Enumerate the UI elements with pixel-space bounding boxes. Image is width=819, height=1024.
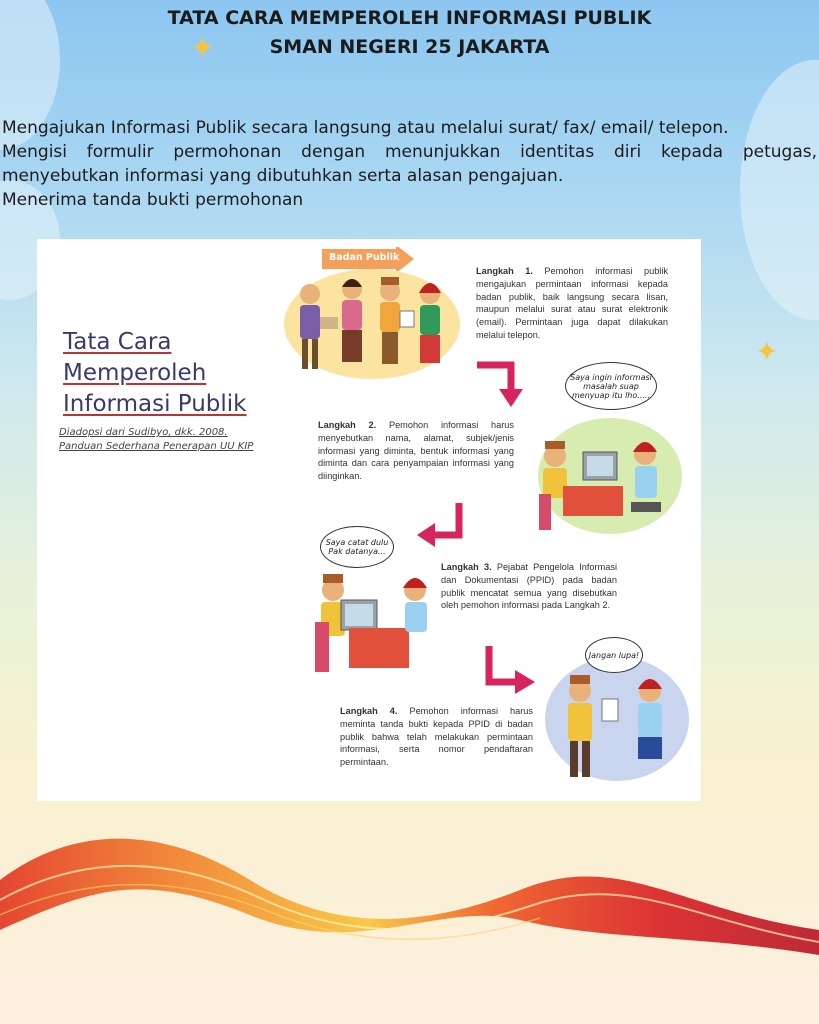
page-title: TATA CARA MEMPEROLEH INFORMASI PUBLIK xyxy=(167,7,652,29)
arrow-step2-to-3 xyxy=(415,501,467,549)
step3-illustration xyxy=(305,562,455,692)
step-3-text: Langkah 3. Pejabat Pengelola Informasi dan Dokumentasi (PPID) pada badan publik mencatat semua yang disebutkan oleh pemohon informasi pada Langkah 2. xyxy=(441,562,617,611)
sparkle-icon: ✦ xyxy=(755,335,779,368)
arrow-step3-to-4 xyxy=(485,644,537,694)
infographic-card xyxy=(37,239,701,801)
people-group-illustration xyxy=(282,259,462,384)
speech-bubble-2: Saya catat dulu Pak datanya... xyxy=(320,526,394,568)
sparkle-icon: ✦ xyxy=(190,31,216,66)
decorative-wave xyxy=(0,820,819,970)
step-2-text: Langkah 2. Pemohon informasi harus menyebutkan nama, alamat, subjek/jenis informasi yang diminta, bentuk informasi yang diminta dan cara penyampaian informasi yang diinginkan. xyxy=(318,420,514,482)
step2-illustration xyxy=(525,414,685,544)
arrow-step1-to-2 xyxy=(475,357,525,409)
intro-line-1: Mengajukan Informasi Publik secara langsung atau melalui surat/ fax/ email/ telepon. xyxy=(2,118,729,138)
speech-bubble-3: Jangan lupa! xyxy=(585,637,643,673)
step-4-text: Langkah 4. Pemohon informasi harus meminta tanda bukti kepada PPID di badan publik bahwa telah melakukan permintaan informasi, serta nomor pendaftaran permintaan. xyxy=(340,706,533,768)
step-1-text: Langkah 1. Pemohon informasi publik mengajukan permintaan informasi kepada badan publik, baik langsung secara lisan, maupun melalui surat atau surat elektronik (email). Permintaan juga dapat dilakukan melalui telepon. xyxy=(476,266,668,340)
badge-label: Badan Publik xyxy=(329,252,400,263)
page-subtitle: SMAN NEGERI 25 JAKARTA xyxy=(269,36,550,58)
intro-line-2: Mengisi formulir permohonan dengan menunjukkan identitas diri kepada petugas, menyebutkan informasi yang dibutuhkan serta alasan pengajuan. xyxy=(2,142,817,186)
card-title: Tata Cara Memperoleh Informasi Publik xyxy=(63,329,247,417)
intro-line-3: Menerima tanda bukti permohonan xyxy=(2,190,304,210)
speech-bubble-1: Saya ingin informasi masalah suap menyuap itu lho..... xyxy=(565,362,657,410)
card-source: Diadopsi dari Sudibyo, dkk. 2008. Panduan Sederhana Penerapan UU KIP xyxy=(59,427,254,452)
